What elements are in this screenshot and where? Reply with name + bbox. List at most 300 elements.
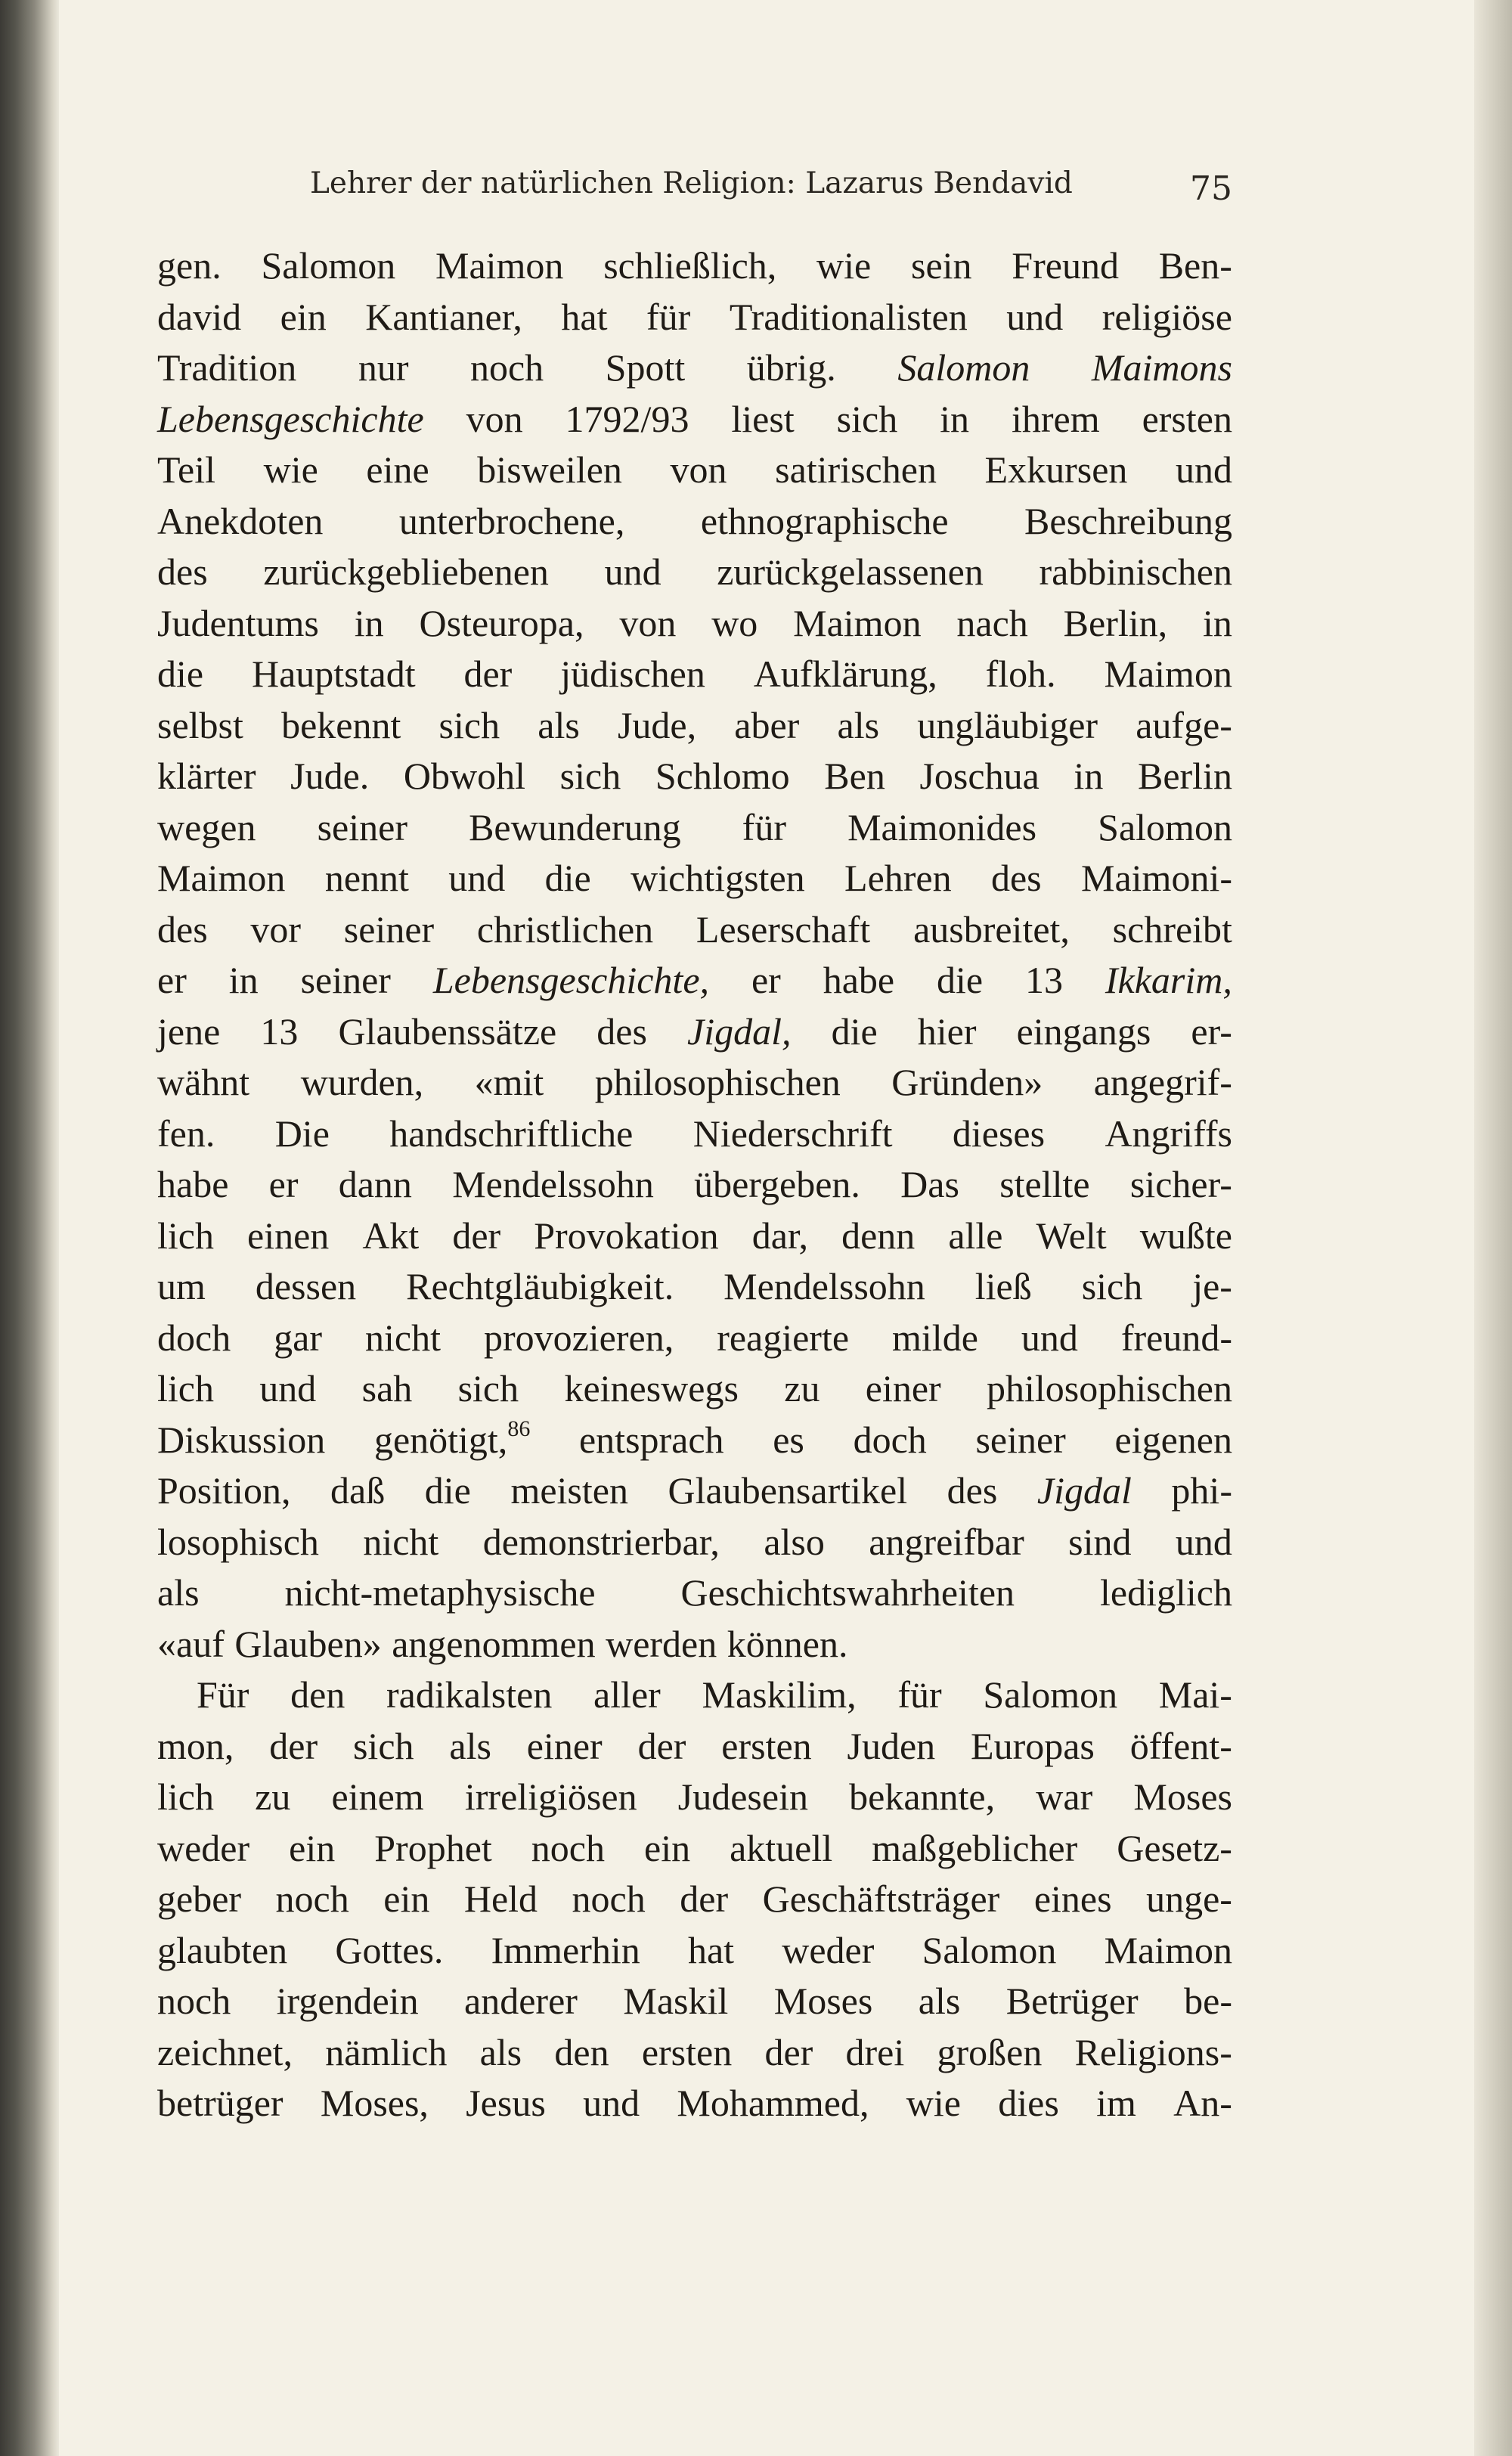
word: der — [463, 653, 513, 695]
word: meisten — [510, 1469, 628, 1512]
word: des — [990, 857, 1042, 899]
text-line — [157, 2078, 1232, 2129]
body-text — [157, 240, 1232, 2129]
word: Diskussion — [157, 1418, 326, 1461]
word: jene — [157, 1009, 221, 1053]
word: in — [1202, 601, 1232, 644]
text-line — [157, 649, 1232, 700]
word: in — [940, 397, 970, 440]
word: für — [646, 295, 691, 338]
word: Jigdal, — [687, 1009, 792, 1053]
word: Provokation — [534, 1214, 719, 1257]
word: des — [157, 907, 208, 950]
word: Glaubenssätze — [338, 1009, 557, 1053]
word: klärter — [157, 755, 256, 797]
word: Maimon — [1104, 1928, 1232, 1971]
word: Tradition — [157, 346, 297, 389]
word: Jude, — [617, 703, 697, 746]
word: Moses — [1133, 1775, 1232, 1818]
word: wichtigsten — [631, 857, 805, 899]
text-line — [157, 1976, 1232, 2027]
word: und — [1175, 448, 1232, 491]
word: ein — [289, 1826, 336, 1869]
text-line — [157, 1517, 1232, 1568]
word: demonstrierbar, — [482, 1520, 720, 1563]
page-number: 75 — [1190, 169, 1232, 208]
word: Salomon — [897, 346, 1030, 389]
word: doch — [157, 1316, 231, 1359]
word: Salomon — [983, 1673, 1118, 1716]
word: und — [1175, 1520, 1232, 1563]
word: aber — [734, 703, 800, 746]
word: stellte — [999, 1163, 1090, 1205]
word: Glauben» — [234, 1622, 382, 1665]
word: noch — [157, 1980, 231, 2022]
word: dies — [998, 2082, 1059, 2124]
word: für — [742, 805, 786, 848]
word: Betrüger — [1005, 1980, 1139, 2022]
word: sah — [361, 1367, 413, 1409]
running-title: Lehrer der natürlichen Religion: Lazarus Bendavid — [310, 166, 1073, 200]
word: die — [424, 1469, 471, 1512]
word: Moses — [773, 1980, 873, 2022]
text-line — [157, 955, 1232, 1006]
word: es — [773, 1418, 804, 1461]
word: Moses, — [320, 2082, 429, 2124]
word: Freund — [1012, 244, 1119, 287]
word: in — [1074, 755, 1104, 797]
text-line — [157, 1619, 1232, 1670]
text-line — [157, 1415, 1232, 1466]
word: als — [538, 703, 580, 746]
word: wie — [816, 244, 872, 287]
text-line — [157, 1874, 1232, 1925]
word: freund- — [1120, 1316, 1232, 1359]
word: schreibt — [1112, 907, 1232, 950]
word: sich — [438, 703, 500, 746]
word: hat — [687, 1928, 735, 1971]
text-line — [157, 1109, 1232, 1160]
word: Salomon — [922, 1928, 1057, 1971]
word: von — [466, 397, 523, 440]
word: Gründen» — [891, 1061, 1043, 1103]
word: Traditionalisten — [729, 295, 968, 338]
word: Lebensgeschichte, — [432, 959, 710, 1001]
book-binding-shadow — [0, 0, 60, 2456]
text-line — [157, 751, 1232, 802]
text-line — [157, 2027, 1232, 2079]
word: noch — [572, 1878, 646, 1920]
word: Die — [274, 1112, 330, 1155]
word: hat — [561, 295, 608, 338]
word: Hauptstadt — [251, 653, 416, 695]
word: als — [479, 2030, 522, 2073]
word: Teil — [157, 448, 216, 491]
page-edge — [1474, 0, 1512, 2456]
word: wo — [711, 601, 758, 644]
word: Prophet — [374, 1826, 492, 1869]
word: eines — [1033, 1878, 1112, 1920]
word: Joschua — [919, 755, 1040, 797]
word: habe — [157, 1163, 229, 1205]
word: einem — [331, 1775, 424, 1818]
word: den — [554, 2030, 609, 2073]
word: Mohammed, — [677, 2082, 869, 2124]
word: eigenen — [1114, 1418, 1232, 1461]
word: schließlich, — [603, 244, 777, 287]
word: Lehren — [844, 857, 952, 899]
word: «auf — [157, 1622, 225, 1665]
word: war — [1036, 1775, 1093, 1818]
word: bekennt — [281, 703, 401, 746]
text-line — [157, 802, 1232, 854]
word: und — [583, 2082, 640, 2124]
word: eine — [366, 448, 429, 491]
word: ungläubiger — [917, 703, 1098, 746]
footnote-marker[interactable]: 86 — [507, 1416, 531, 1441]
word: lediglich — [1100, 1571, 1232, 1614]
word: 13 — [260, 1009, 299, 1053]
word: mon, — [157, 1724, 234, 1767]
word: der — [637, 1724, 686, 1767]
word: liest — [731, 397, 795, 440]
text-line — [157, 292, 1232, 343]
word: zeichnet, — [157, 2030, 293, 2073]
word: also — [764, 1520, 825, 1563]
word: er- — [1191, 1009, 1232, 1053]
word: Akt — [362, 1214, 420, 1257]
word: sich — [457, 1367, 519, 1409]
word: dessen — [255, 1265, 357, 1307]
word: als — [918, 1980, 961, 2022]
word: und — [259, 1367, 317, 1409]
word: Schlomo — [655, 755, 790, 797]
text-line — [157, 1465, 1232, 1517]
word: Salomon — [1098, 805, 1232, 848]
word: wurden, — [300, 1061, 424, 1103]
word: Beschreibung — [1024, 499, 1232, 542]
word: der — [452, 1214, 501, 1257]
word: wie — [263, 448, 318, 491]
word: gar — [274, 1316, 323, 1359]
word: einen — [247, 1214, 330, 1257]
word: er — [157, 959, 187, 1001]
word: Juden — [847, 1724, 936, 1767]
word: Welt — [1036, 1214, 1107, 1257]
text-line — [157, 1823, 1232, 1875]
word: rabbinischen — [1039, 550, 1232, 593]
word: christlichen — [476, 907, 654, 950]
word: ethnographische — [700, 499, 949, 542]
word: der — [764, 2030, 813, 2073]
word: religiöse — [1101, 295, 1232, 338]
text-line — [157, 904, 1232, 956]
word: milde — [892, 1316, 978, 1359]
word: die — [544, 857, 591, 899]
word: Europas — [971, 1724, 1095, 1767]
word: philosophischen — [594, 1061, 841, 1103]
word: keineswegs — [564, 1367, 739, 1409]
word: Berlin — [1137, 755, 1232, 797]
text-line — [157, 547, 1232, 598]
word: nach — [956, 601, 1028, 644]
word: Angriffs — [1105, 1112, 1232, 1155]
word: des — [596, 1009, 647, 1053]
word: ersten — [641, 2030, 733, 2073]
word: irgendein — [276, 1980, 419, 2022]
word: Bewunderung — [469, 805, 681, 848]
word: Maimon — [793, 601, 922, 644]
word: Maimonides — [847, 805, 1037, 848]
word: Jude. — [290, 755, 370, 797]
word: sich — [352, 1724, 414, 1767]
word: zu — [784, 1367, 820, 1409]
word: weder — [782, 1928, 875, 1971]
word: Für — [197, 1673, 249, 1716]
word: nämlich — [325, 2030, 448, 2073]
text-line — [157, 1057, 1232, 1109]
word: Gottes. — [335, 1928, 444, 1971]
word: glaubten — [157, 1928, 288, 1971]
word: ein — [644, 1826, 691, 1869]
word: daß — [330, 1469, 386, 1512]
word: denn — [841, 1214, 916, 1257]
word: unge- — [1146, 1878, 1232, 1920]
word: seiner — [975, 1418, 1066, 1461]
word: Spott — [605, 346, 686, 389]
word: bekannte, — [849, 1775, 996, 1818]
word: phi- — [1171, 1469, 1232, 1512]
word: können. — [727, 1622, 848, 1665]
text-line — [157, 1261, 1232, 1313]
word: Judentums — [157, 601, 319, 644]
word: und — [1006, 295, 1064, 338]
page-header — [310, 166, 1232, 219]
word: provozieren, — [483, 1316, 674, 1359]
word: Gesetz- — [1117, 1826, 1232, 1869]
word: Jesus — [466, 2082, 546, 2124]
text-line — [157, 1670, 1232, 1721]
word: im — [1096, 2082, 1136, 2124]
word: Ikkarim, — [1105, 959, 1232, 1001]
word: er — [268, 1163, 299, 1205]
word: den — [290, 1673, 345, 1716]
word: Berlin, — [1063, 601, 1168, 644]
word: weder — [157, 1826, 250, 1869]
word: noch — [531, 1826, 605, 1869]
word: Religions- — [1074, 2030, 1232, 2073]
word: nicht — [364, 1316, 441, 1359]
word: irreligiösen — [464, 1775, 637, 1818]
text-line — [157, 496, 1232, 547]
word: sich — [559, 755, 621, 797]
word: aktuell — [730, 1826, 833, 1869]
word: bisweilen — [477, 448, 622, 491]
word: nennt — [324, 857, 409, 899]
word: Aufklärung, — [753, 653, 937, 695]
word: Exkursen — [984, 448, 1128, 491]
word: Immerhin — [491, 1928, 640, 1971]
word: sein — [911, 244, 972, 287]
word: Osteuropa, — [419, 601, 584, 644]
word: jüdischen — [560, 653, 705, 695]
word: be- — [1184, 1980, 1232, 2022]
word: eingangs — [1016, 1009, 1151, 1053]
word: zurückgelassenen — [717, 550, 984, 593]
word: angreifbar — [869, 1520, 1024, 1563]
word: für — [897, 1673, 942, 1716]
word: werden — [606, 1622, 717, 1665]
word: doch — [853, 1418, 927, 1461]
word: nur — [358, 346, 409, 389]
word: Maskilim, — [702, 1673, 857, 1716]
word: alle — [948, 1214, 1003, 1257]
word: der — [680, 1878, 729, 1920]
word: fen. — [157, 1112, 215, 1155]
word: ein — [280, 295, 327, 338]
text-line — [157, 240, 1232, 292]
word: zu — [255, 1775, 291, 1818]
word: noch — [275, 1878, 349, 1920]
text-line — [157, 1568, 1232, 1619]
word: dieses — [952, 1112, 1046, 1155]
text-line — [157, 1772, 1232, 1823]
word: Ben — [824, 755, 885, 797]
word: geber — [157, 1878, 242, 1920]
word: Judesein — [677, 1775, 808, 1818]
word: seiner — [317, 805, 407, 848]
word: ersten — [721, 1724, 812, 1767]
word: radikalsten — [386, 1673, 553, 1716]
word: Rechtgläubigkeit. — [406, 1265, 674, 1307]
word: handschriftliche — [389, 1112, 634, 1155]
text-line — [157, 1925, 1232, 1977]
word: Geschäftsträger — [762, 1878, 1000, 1920]
word: sicher- — [1129, 1163, 1232, 1205]
text-line — [157, 1363, 1232, 1415]
word: seiner — [343, 907, 435, 950]
word: habe — [823, 959, 895, 1001]
word: er — [751, 959, 781, 1001]
word: sich — [836, 397, 898, 440]
word: Maimon — [157, 857, 286, 899]
word: Mendelssohn — [452, 1163, 654, 1205]
word: dann — [338, 1163, 412, 1205]
word: dar, — [751, 1214, 809, 1257]
word: in — [228, 959, 259, 1001]
word: zurückgebliebenen — [263, 550, 549, 593]
word: Ben- — [1158, 244, 1232, 287]
word: wie — [906, 2082, 961, 2124]
word: sich — [1081, 1265, 1143, 1307]
word: angegrif- — [1093, 1061, 1232, 1103]
word: Jigdal — [1036, 1469, 1132, 1512]
word: aufge- — [1136, 703, 1232, 746]
word: satirischen — [775, 448, 937, 491]
word: die — [936, 959, 984, 1001]
word: genötigt,$^{86}$ — [373, 1416, 531, 1461]
word: drei — [845, 2030, 905, 2073]
word: Geschichtswahrheiten — [680, 1571, 1015, 1614]
word: als — [449, 1724, 491, 1767]
word: Maimon — [435, 244, 564, 287]
text-line — [157, 853, 1232, 904]
word: reagierte — [717, 1316, 850, 1359]
word: Leserschaft — [696, 907, 871, 950]
word: maßgeblicher — [872, 1826, 1078, 1869]
word: ließ — [974, 1265, 1032, 1307]
word: Anekdoten — [157, 499, 324, 542]
word: vor — [250, 907, 302, 950]
word: Held — [463, 1878, 538, 1920]
word: in — [354, 601, 384, 644]
word: Lebensgeschichte — [157, 397, 424, 440]
word: gen. — [157, 244, 222, 287]
word: und — [1021, 1316, 1078, 1359]
word: einer — [526, 1724, 603, 1767]
word: Position, — [157, 1469, 291, 1512]
word: angenommen — [392, 1622, 596, 1665]
word: des — [947, 1469, 998, 1512]
word: je- — [1192, 1265, 1232, 1307]
word: von — [619, 601, 677, 644]
text-line — [157, 700, 1232, 752]
word: anderer — [464, 1980, 578, 2022]
text-line — [157, 598, 1232, 650]
word: Maimoni- — [1081, 857, 1232, 899]
word: An- — [1173, 2082, 1232, 2124]
word: Glaubensartikel — [668, 1469, 908, 1512]
word: seiner — [300, 959, 391, 1001]
word: als — [837, 703, 880, 746]
word: Maimons — [1091, 346, 1232, 389]
word: und — [604, 550, 662, 593]
word: lich — [157, 1775, 214, 1818]
word: selbst — [157, 703, 243, 746]
word: 1792/93 — [565, 397, 689, 440]
text-line — [157, 1006, 1232, 1058]
word: hier — [917, 1009, 977, 1053]
word: wähnt — [157, 1061, 250, 1103]
word: entsprach — [578, 1418, 724, 1461]
word: übrig. — [746, 346, 836, 389]
word: losophisch — [157, 1520, 319, 1563]
word: «mit — [474, 1061, 544, 1103]
word: nicht — [363, 1520, 439, 1563]
text-line — [157, 1159, 1232, 1211]
word: ersten — [1142, 397, 1232, 440]
word: floh. — [985, 653, 1056, 695]
word: wegen — [157, 805, 256, 848]
word: Niederschrift — [692, 1112, 893, 1155]
word: unterbrochene, — [398, 499, 625, 542]
word: nicht-metaphysische — [284, 1571, 596, 1614]
word: noch — [469, 346, 544, 389]
word: einer — [865, 1367, 941, 1409]
word: betrüger — [157, 2082, 284, 2124]
word: um — [157, 1265, 206, 1307]
word: Das — [900, 1163, 959, 1205]
word: Mendelssohn — [723, 1265, 925, 1307]
word: als — [157, 1571, 200, 1614]
text-line — [157, 394, 1232, 445]
word: ausbreitet, — [913, 907, 1070, 950]
word: 13 — [1024, 959, 1063, 1001]
word: die — [157, 653, 204, 695]
word: Salomon — [261, 244, 396, 287]
word: des — [157, 550, 208, 593]
word: lich — [157, 1214, 214, 1257]
